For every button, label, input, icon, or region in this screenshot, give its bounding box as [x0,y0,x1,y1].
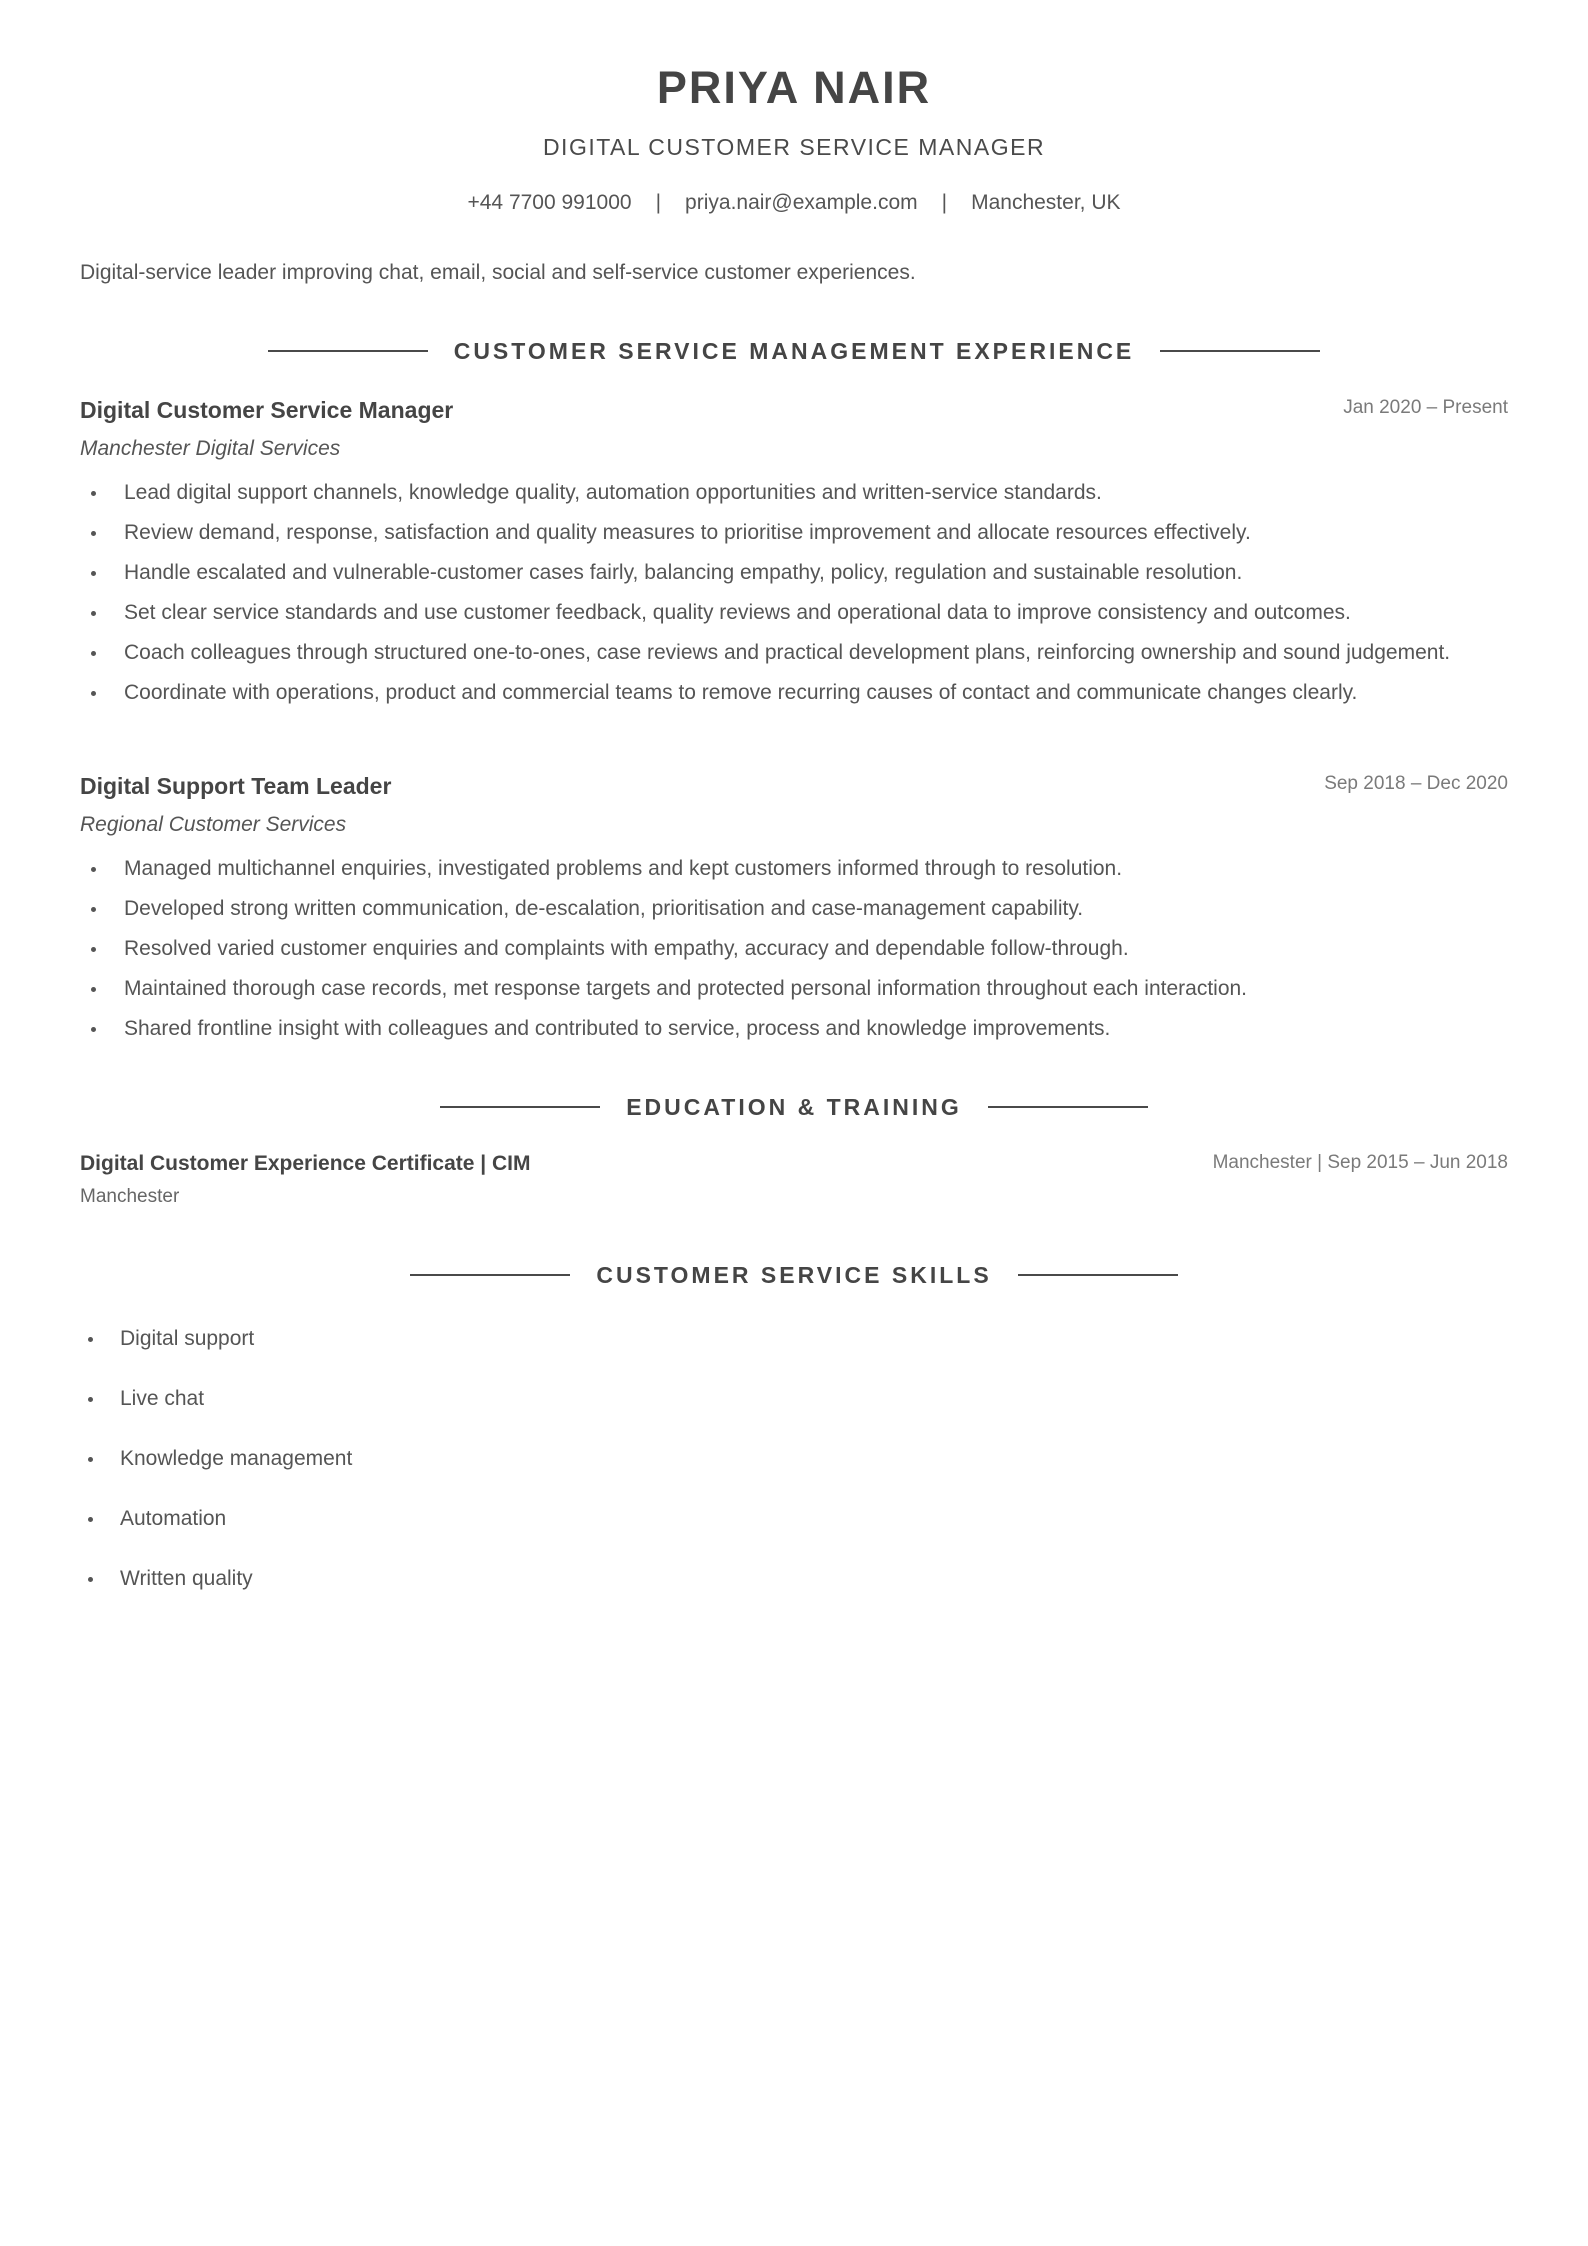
job-bullet: Lead digital support channels, knowledge quality, automation opportunities and written-service standards. [124,476,1508,509]
job-bullet: Shared frontline insight with colleagues and contributed to service, process and knowledge improvements. [124,1012,1508,1045]
job-title: Digital Support Team Leader [80,773,392,799]
candidate-name: PRIYA NAIR [656,62,932,113]
skill-item: Knowledge management [120,1444,780,1474]
job-bullet: Maintained thorough case records, met response targets and protected personal information throughout each interaction. [124,972,1508,1005]
contact-phone: +44 7700 991000 [467,191,632,214]
contact-email: priya.nair@example.com [685,191,918,214]
education-title: Digital Customer Experience Certificate | CIM [80,1152,531,1175]
job-bullet: Developed strong written communication, de-escalation, prioritisation and case-management capability. [124,892,1508,925]
job-title: Digital Customer Service Manager [80,397,454,423]
job-bullet: Coach colleagues through structured one-to-ones, case reviews and practical development plans, reinforcing ownership and sound judgement. [124,636,1508,669]
job-bullet: Managed multichannel enquiries, investigated problems and kept customers informed through to resolution. [124,852,1508,885]
job-bullet-list [80,476,1508,716]
job-dates: Sep 2018 – Dec 2020 [1324,773,1508,794]
contact-separator: | [941,191,948,214]
contact-separator: | [655,191,662,214]
experience-section-heading [80,334,1508,368]
job-company: Manchester Digital Services [80,437,341,460]
heading-rule-left [410,1274,570,1276]
skill-item: Live chat [120,1384,780,1414]
job-company: Regional Customer Services [80,813,347,836]
education-location: Manchester [80,1186,180,1207]
job-bullet: Set clear service standards and use customer feedback, quality reviews and operational data to improve consistency and outcomes. [124,596,1508,629]
education-section-heading [80,1090,1508,1124]
experience-heading-label: CUSTOMER SERVICE MANAGEMENT EXPERIENCE [453,337,1135,364]
skill-item: Digital support [120,1324,780,1354]
education-meta: Manchester | Sep 2015 – Jun 2018 [1212,1152,1508,1173]
candidate-headline: DIGITAL CUSTOMER SERVICE MANAGER [542,134,1046,160]
contact-line [80,188,1508,218]
job-bullet: Resolved varied customer enquiries and complaints with empathy, accuracy and dependable follow-through. [124,932,1508,965]
skill-item: Written quality [120,1564,780,1594]
heading-rule-right [1018,1274,1178,1276]
heading-rule-left [440,1106,600,1108]
skills-list [80,1324,780,1624]
job-bullet-list [80,852,1508,1052]
skills-section-heading [80,1258,1508,1292]
job-bullet: Handle escalated and vulnerable-customer cases fairly, balancing empathy, policy, regulation and sustainable resolution. [124,556,1508,589]
job-dates: Jan 2020 – Present [1343,397,1508,418]
job-bullet: Review demand, response, satisfaction and quality measures to prioritise improvement and allocate resources effectively. [124,516,1508,549]
heading-rule-right [988,1106,1148,1108]
skills-heading-label: CUSTOMER SERVICE SKILLS [596,1261,992,1288]
contact-location: Manchester, UK [971,191,1121,214]
heading-rule-left [268,350,428,352]
education-heading-label: EDUCATION & TRAINING [626,1093,962,1120]
profile-summary: Digital-service leader improving chat, email, social and self-service customer experiences. [80,261,916,284]
heading-rule-right [1160,350,1320,352]
job-bullet: Coordinate with operations, product and commercial teams to remove recurring causes of contact and communicate changes clearly. [124,676,1508,709]
skill-item: Automation [120,1504,780,1534]
